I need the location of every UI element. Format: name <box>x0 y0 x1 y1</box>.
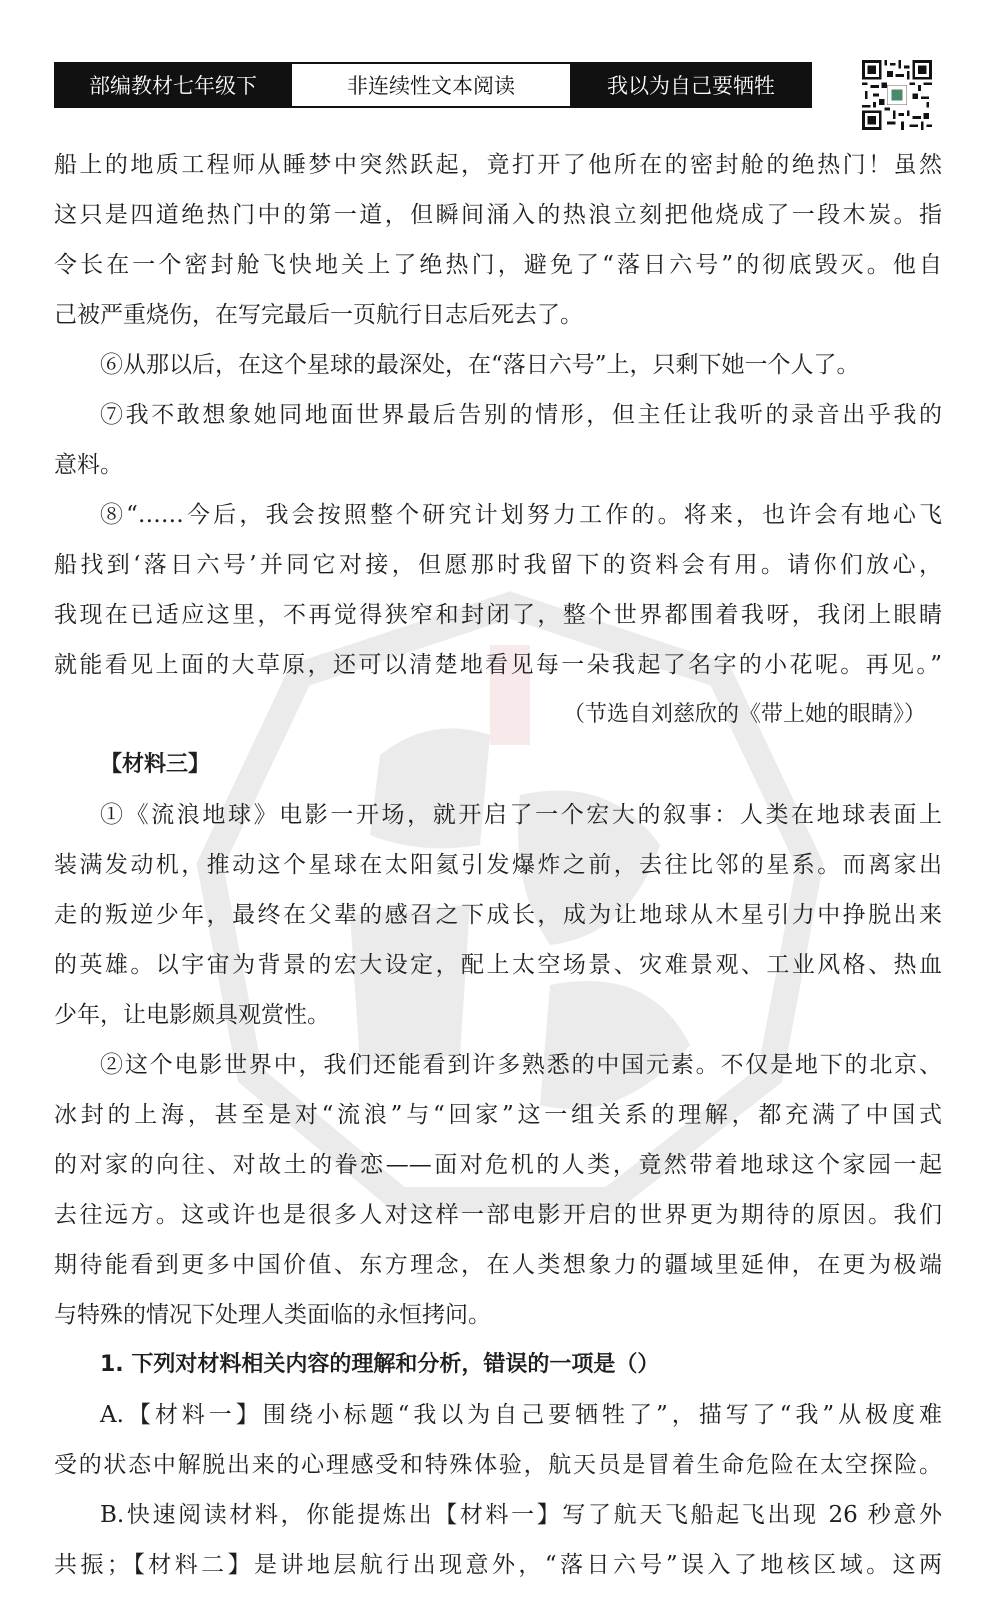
text-line: 的对家的向往、对故土的眷恋——面对危机的人类，竟然带着地球这个家园一起 <box>54 1152 942 1178</box>
text-line: ⑧“……今后，我会按照整个研究计划努力工作的。将来，也许会有地心飞 <box>100 502 942 528</box>
paragraph-6 <box>54 345 942 395</box>
header-bar <box>54 62 812 108</box>
text-line: 我现在已适应这里，不再觉得狭窄和封闭了，整个世界都围着我呀，我闭上眼睛 <box>54 602 942 628</box>
text-line: ⑥从那以后，在这个星球的最深处，在“落日六号”上，只剩下她一个人了。 <box>100 352 860 378</box>
paragraph-7 <box>54 395 942 495</box>
text-line: ①《流浪地球》电影一开场，就开启了一个宏大的叙事：人类在地球表面上 <box>100 802 942 828</box>
text-line: ②这个电影世界中，我们还能看到许多熟悉的中国元素。不仅是地下的北京、 <box>100 1052 942 1078</box>
header-grade: 部编教材七年级下 <box>56 64 290 106</box>
paragraph-8 <box>54 495 942 695</box>
text-line: 共振；【材料二】是讲地层航行出现意外，“落日六号”误入了地核区域。这两 <box>54 1552 942 1578</box>
text-line: 意料。 <box>54 452 123 478</box>
material-3-paragraph-2 <box>54 1045 942 1345</box>
text-line: 这只是四道绝热门中的第一道，但瞬间涌入的热浪立刻把他烧成了一段木炭。指 <box>54 202 942 228</box>
header-title: 我以为自己要牺牲 <box>572 64 810 106</box>
text-line: 与特殊的情况下处理人类面临的永恒拷问。 <box>54 1302 491 1328</box>
text-line: 己被严重烧伤，在写完最后一页航行日志后死去了。 <box>54 302 583 328</box>
text-line: 船找到‘落日六号’并同它对接，但愿那时我留下的资料会有用。请你们放心， <box>54 552 942 578</box>
option-a[interactable] <box>54 1395 942 1495</box>
material-3-heading: 【材料三】 <box>100 752 211 777</box>
text-line: 就能看见上面的大草原，还可以清楚地看见每一朵我起了名字的小花呢。再见。” <box>54 652 942 678</box>
text-line: 走的叛逆少年，最终在父辈的感召之下成长，成为让地球从木星引力中挣脱出来 <box>54 902 942 928</box>
qr-code-icon[interactable] <box>862 60 932 130</box>
text-line: 受的状态中解脱出来的心理感受和特殊体验，航天员是冒着生命危险在太空探险。 <box>54 1452 942 1478</box>
text-line: 冰封的上海，甚至是对“流浪”与“回家”这一组关系的理解，都充满了中国式 <box>54 1102 942 1128</box>
document-body <box>54 145 942 1595</box>
text-line: A.【材料一】围绕小标题“我以为自己要牺牲了”，描写了“我”从极度难 <box>100 1402 942 1428</box>
text-line: ⑦我不敢想象她同地面世界最后告别的情形，但主任让我听的录音出乎我的 <box>100 402 942 428</box>
text-line: 少年，让电影颇具观赏性。 <box>54 1002 330 1028</box>
text-line: 的英雄。以宇宙为背景的宏大设定，配上太空场景、灾难景观、工业风格、热血 <box>54 952 942 978</box>
text-line: B.快速阅读材料，你能提炼出【材料一】写了航天飞船起飞出现 26 秒意外 <box>100 1502 942 1528</box>
paragraph-continuation <box>54 145 942 345</box>
text-line: 期待能看到更多中国价值、东方理念，在人类想象力的疆域里延伸，在更为极端 <box>54 1252 942 1278</box>
text-line: 船上的地质工程师从睡梦中突然跃起，竟打开了他所在的密封舱的绝热门！虽然 <box>54 152 942 178</box>
material-3-paragraph-1 <box>54 795 942 1045</box>
text-line: 令长在一个密封舱飞快地关上了绝热门，避免了“落日六号”的彻底毁灭。他自 <box>54 252 942 278</box>
question-1: 1. 下列对材料相关内容的理解和分析，错误的一项是（） <box>100 1352 660 1377</box>
text-line: 去往远方。这或许也是很多人对这样一部电影开启的世界更为期待的原因。我们 <box>54 1202 942 1228</box>
option-b[interactable] <box>54 1495 942 1595</box>
header-topic: 非连续性文本阅读 <box>290 64 572 106</box>
source-citation: （节选自刘慈欣的《带上她的眼睛》） <box>562 702 926 727</box>
text-line: 装满发动机，推动这个星球在太阳氦引发爆炸之前，去往比邻的星系。而离家出 <box>54 852 942 878</box>
